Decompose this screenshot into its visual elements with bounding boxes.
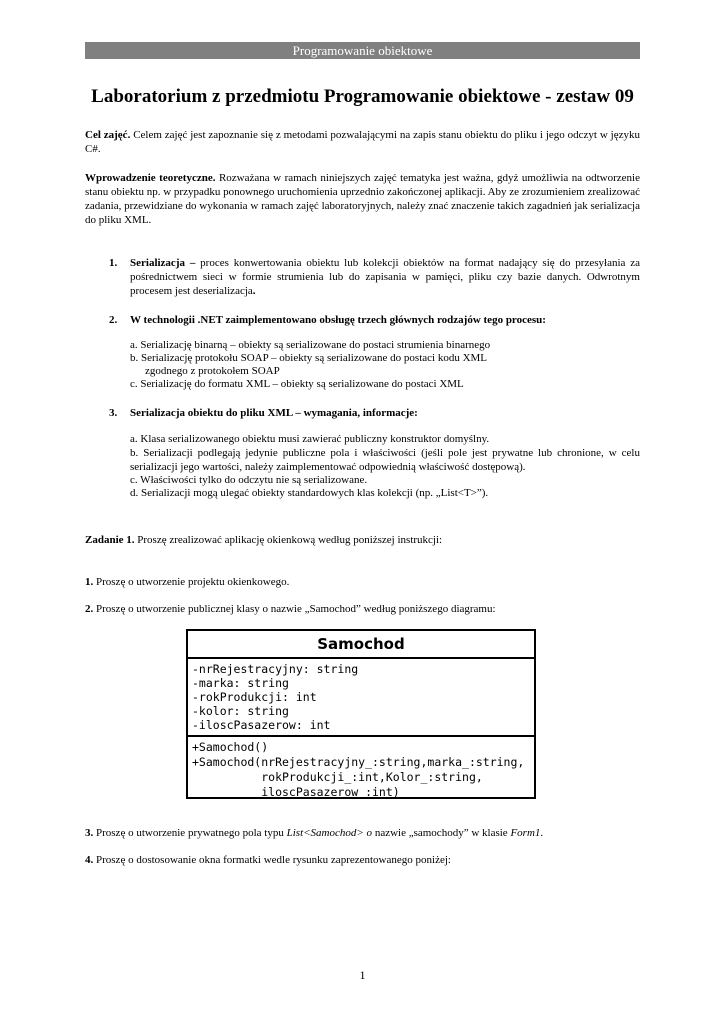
uml-attribute: -marka: string	[192, 676, 289, 690]
section-3-item: d. Serializacji mogą ulegać obiekty standardowych klas kolekcji (np. „List<T>”).	[130, 487, 489, 499]
task-paragraph	[85, 533, 640, 547]
uml-class-name: Samochod	[188, 631, 534, 659]
uml-attribute: -nrRejestracyjny: string	[192, 662, 359, 676]
step-3-text-b: nazwie „samochody” w klasie	[372, 827, 511, 839]
step-1	[85, 575, 640, 589]
intro-label: Wprowadzenie teoretyczne.	[85, 172, 216, 184]
step-3-class: Form1	[510, 827, 541, 839]
task-label: Zadanie 1.	[85, 534, 135, 546]
section-2-item: b. Serializację protokołu SOAP – obiekty są serializowane do postaci kodu XML	[130, 352, 488, 364]
step-4	[85, 853, 640, 867]
section-1	[85, 256, 640, 298]
uml-operation: rokProdukcji_:int,Kolor_:string,	[192, 770, 483, 784]
page-title: Laboratorium z przedmiotu Programowanie obiektowe - zestaw 09	[91, 86, 634, 107]
step-2-number: 2.	[85, 603, 94, 615]
section-1-end: .	[252, 285, 256, 297]
section-3-number: 3.	[109, 407, 118, 419]
step-3-text-a: Proszę o utworzenie prywatnego pola typu	[93, 827, 287, 839]
uml-attributes	[188, 659, 534, 737]
section-2	[85, 313, 640, 327]
step-4-text: Proszę o dostosowanie okna formatki wedle rysunku zaprezentowanego poniżej:	[93, 854, 451, 866]
section-3-title: Serializacja obiektu do pliku XML – wymagania, informacje:	[130, 407, 418, 419]
section-3-item: c. Właściwości tylko do odczytu nie są serializowane.	[130, 474, 368, 486]
uml-class-diagram	[186, 629, 536, 799]
section-3-item: a. Klasa serializowanego obiektu musi zawierać publiczny konstruktor domyślny.	[130, 433, 490, 445]
step-1-text: Proszę o utworzenie projektu okienkowego.	[93, 576, 290, 588]
page-number: 1	[359, 968, 366, 982]
section-1-title: Serializacja –	[130, 257, 196, 269]
uml-attribute: -kolor: string	[192, 704, 289, 718]
step-3	[85, 826, 640, 840]
uml-operations	[188, 737, 534, 803]
uml-attribute: -iloscPasazerow: int	[192, 718, 331, 732]
uml-attribute: -rokProdukcji: int	[192, 690, 317, 704]
section-2-item: zgodnego z protokołem SOAP	[145, 365, 280, 377]
goal-label: Cel zajęć.	[85, 129, 131, 141]
section-1-number: 1.	[109, 257, 118, 269]
section-1-text: proces konwertowania obiektu lub kolekcji obiektów na format nadający się do przesyłania za pośrednictwem sieci w formie strumienia lub do zapisania w pamięci, pliku czy bazie danych. Odwrotnym procesem jest deserializacja	[130, 257, 640, 297]
header-bar	[85, 42, 640, 59]
task-text: Proszę zrealizować aplikację okienkową według poniższej instrukcji:	[134, 534, 443, 546]
step-2-text: Proszę o utworzenie publicznej klasy o nazwie „Samochod” według poniższego diagramu:	[93, 603, 496, 615]
uml-operation: iloscPasazerow_:int)	[192, 785, 400, 799]
intro-paragraph	[85, 171, 640, 227]
uml-operation: +Samochod()	[192, 740, 269, 754]
header-course: Programowanie obiektowe	[292, 43, 433, 58]
goal-text: Celem zajęć jest zapoznanie się z metodami pozwalającymi na zapis stanu obiektu do pliku i jego odczyt w języku C#.	[85, 129, 640, 155]
step-1-number: 1.	[85, 576, 94, 588]
step-3-text-c: .	[540, 827, 544, 839]
intro-text: Rozważana w ramach niniejszych zajęć tematyka jest ważna, gdyż umożliwia na odtworzenie stanu obiektu np. w przypadku ponownego uruchomienia uprzednio zakończonej aplikacji. Aby ze zrozumieniem zrealizować zadania, przewidziane do wykonania w ramach zajęć laboratoryjnych, należy znać znaczenie takich zagadnień jak serializacja do pliku XML.	[85, 172, 640, 226]
step-3-number: 3.	[85, 827, 94, 839]
uml-operation: +Samochod(nrRejestracyjny_:string,marka_:string,	[192, 755, 525, 769]
step-3-type: List<Samochod> o	[286, 827, 373, 839]
step-4-number: 4.	[85, 854, 94, 866]
section-2-item: a. Serializację binarną – obiekty są serializowane do postaci strumienia binarnego	[130, 339, 491, 351]
section-2-item: c. Serializację do formatu XML – obiekty są serializowane do postaci XML	[130, 378, 464, 390]
section-3-item: b. Serializacji podlegają jedynie publiczne pola i właściwości (jeśli pole jest prywatne lub chronione, w celu serializacji jego wartości, należy zaimplementować odpowiednią właściwość dostępową).	[130, 447, 640, 473]
section-2-title: W technologii .NET zaimplementowano obsługę trzech głównych rodzajów tego procesu:	[130, 314, 546, 326]
step-2	[85, 602, 640, 616]
goal-paragraph	[85, 128, 640, 156]
section-3	[85, 406, 640, 420]
section-2-number: 2.	[109, 314, 118, 326]
